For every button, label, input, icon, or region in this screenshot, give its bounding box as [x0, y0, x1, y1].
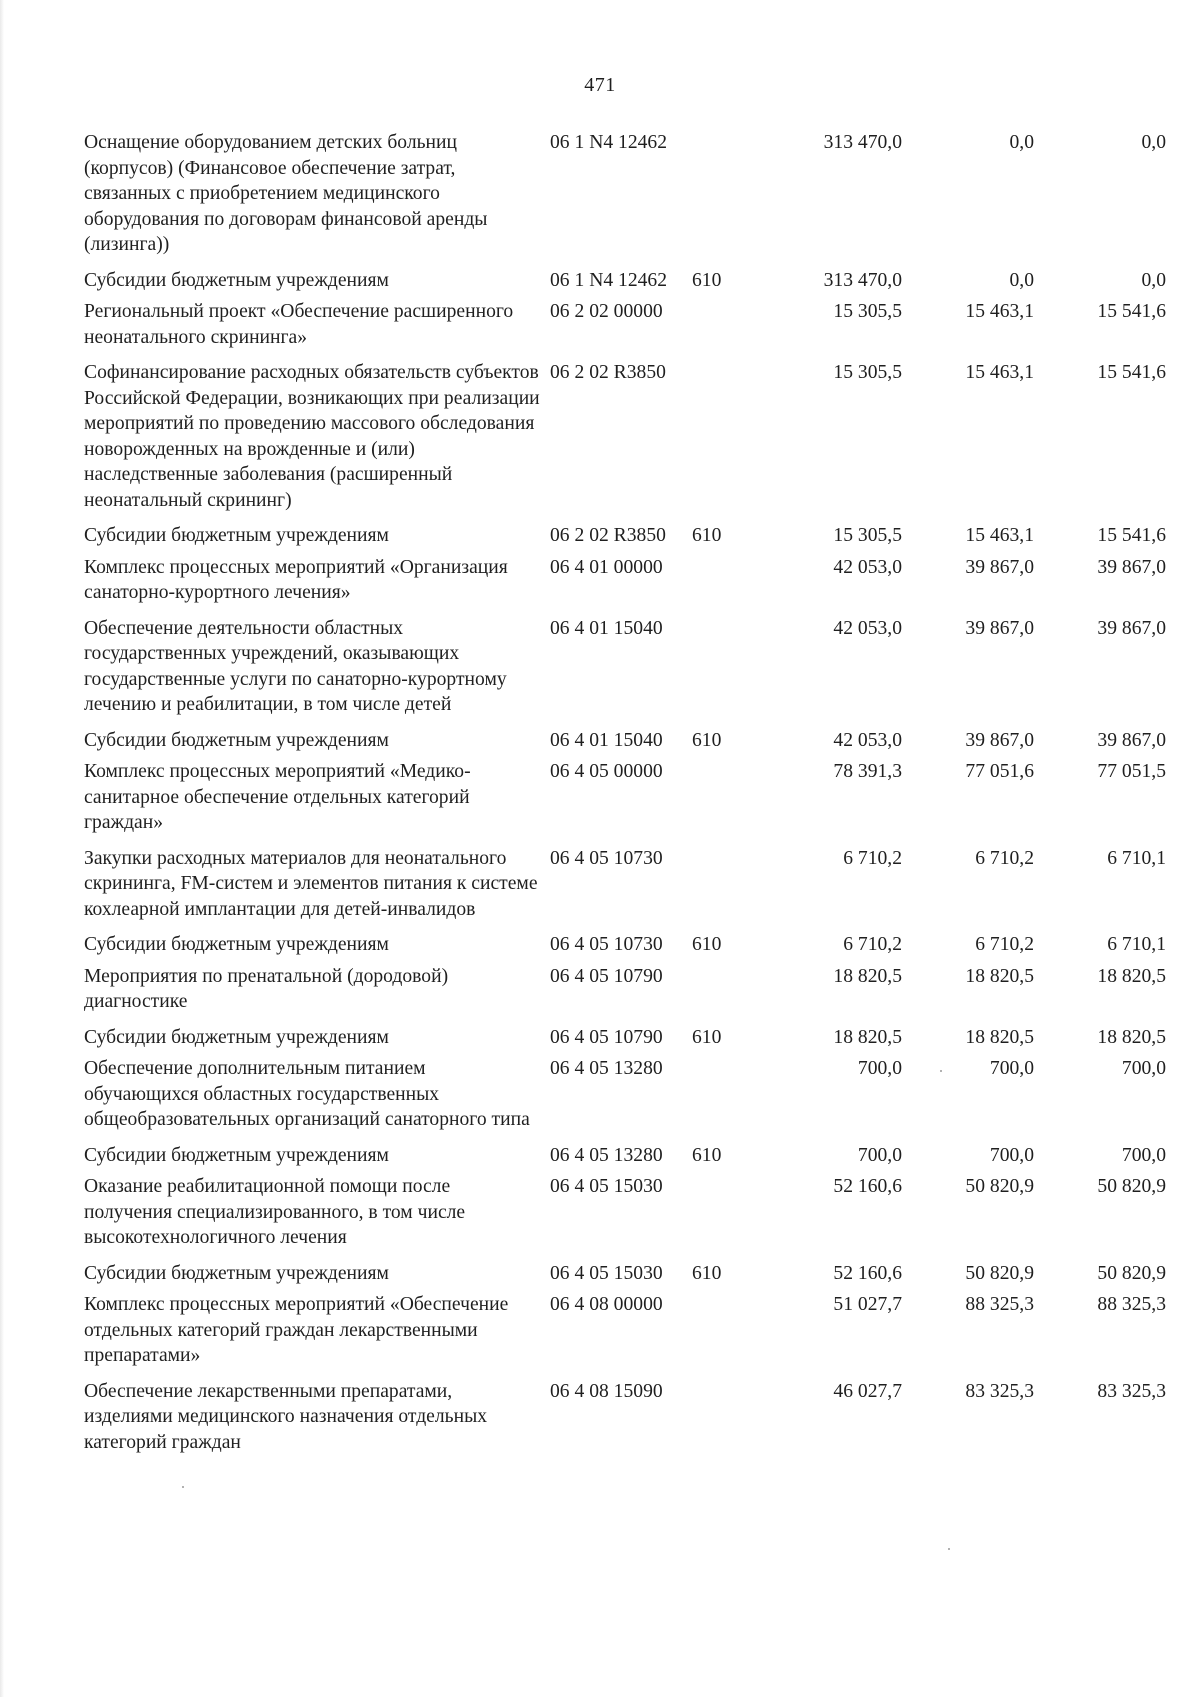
row-code: 06 4 05 10730: [550, 847, 663, 869]
row-code: 06 1 N4 12462: [550, 132, 668, 153]
table-row: [0, 555, 1200, 606]
row-name: Субсидии бюджетным учреждениям: [84, 1262, 389, 1284]
row-value-1: 15 305,5: [833, 525, 902, 546]
row-value-1: 313 470,0: [823, 132, 902, 153]
table-row: [0, 523, 1200, 549]
scan-speck: [182, 1486, 184, 1488]
row-value-2: 18 820,5: [965, 965, 1034, 987]
row-expense-type: 610: [692, 1026, 722, 1048]
row-value-2: 15 463,1: [965, 525, 1034, 546]
row-code: 06 4 05 00000: [550, 761, 663, 782]
row-value-1: 18 820,5: [833, 1026, 902, 1048]
row-value-1: 42 053,0: [833, 556, 902, 578]
row-code: 06 4 08 00000: [550, 1294, 663, 1315]
row-name: Мероприятия по пренатальной (дородовой) диагностике: [84, 965, 449, 1012]
table-row: [0, 268, 1200, 294]
row-value-1: 46 027,7: [833, 1380, 902, 1402]
row-expense-type: 610: [692, 269, 722, 291]
row-code: 06 4 01 15040: [550, 617, 663, 639]
row-value-1: 51 027,7: [833, 1294, 902, 1315]
row-value-2: 50 820,9: [965, 1262, 1034, 1284]
row-code: 06 4 01 00000: [550, 556, 663, 578]
row-name: Субсидии бюджетным учреждениям: [84, 525, 389, 546]
table-row: [0, 1261, 1200, 1287]
row-value-2: 0,0: [1009, 269, 1034, 291]
row-name: Субсидии бюджетным учреждениям: [84, 934, 389, 955]
row-code: 06 4 05 13280: [550, 1058, 663, 1079]
row-name: Обеспечение деятельности областных государственных учреждений, оказывающих государственные услуги по санаторно-курортному лечению и реабилитации, в том числе детей: [84, 617, 507, 715]
row-expense-type: 610: [692, 1262, 722, 1284]
row-name: Обеспечение лекарственными препаратами, изделиями медицинского назначения отдельных категорий граждан: [84, 1380, 488, 1453]
row-value-2: 83 325,3: [965, 1380, 1034, 1402]
row-value-1: 15 305,5: [833, 362, 902, 383]
row-value-2: 15 463,1: [965, 301, 1034, 322]
row-value-3: 50 820,9: [1097, 1262, 1166, 1284]
row-value-1: 78 391,3: [833, 761, 902, 782]
row-value-2: 700,0: [989, 1058, 1034, 1079]
row-value-3: 83 325,3: [1097, 1380, 1166, 1402]
table-row: [0, 616, 1200, 718]
row-value-2: 18 820,5: [965, 1026, 1034, 1048]
row-value-1: 6 710,2: [843, 847, 902, 869]
row-value-3: 88 325,3: [1097, 1294, 1166, 1315]
row-expense-type: 610: [692, 729, 722, 751]
row-code: 06 2 02 00000: [550, 301, 663, 322]
row-value-1: 313 470,0: [823, 269, 902, 291]
row-code: 06 4 05 10730: [550, 934, 663, 955]
row-name: Комплекс процессных мероприятий «Обеспечение отдельных категорий граждан лекарственными препаратами»: [84, 1294, 509, 1366]
row-value-2: 88 325,3: [965, 1294, 1034, 1315]
row-name: Субсидии бюджетным учреждениям: [84, 1144, 389, 1166]
row-value-1: 52 160,6: [833, 1262, 902, 1284]
row-value-1: 15 305,5: [833, 301, 902, 322]
table-row: [0, 1025, 1200, 1051]
table-row: [0, 964, 1200, 1015]
row-value-3: 15 541,6: [1097, 362, 1166, 383]
row-value-2: 0,0: [1009, 132, 1034, 153]
row-name: Оснащение оборудованием детских больниц (корпусов) (Финансовое обеспечение затрат, связанных с приобретением медицинского оборудования по договорам финансовой аренды (лизинга)): [84, 132, 488, 255]
row-value-2: 39 867,0: [965, 729, 1034, 751]
table-row: [0, 130, 1200, 258]
row-value-1: 700,0: [857, 1058, 902, 1079]
row-name: Комплекс процессных мероприятий «Организация санаторно-курортного лечения»: [84, 556, 508, 603]
row-value-2: 50 820,9: [965, 1176, 1034, 1197]
row-value-3: 39 867,0: [1097, 556, 1166, 578]
row-value-1: 700,0: [857, 1144, 902, 1166]
table-row: [0, 759, 1200, 836]
row-code: 06 4 05 15030: [550, 1176, 663, 1197]
row-code: 06 4 08 15090: [550, 1380, 663, 1402]
row-name: Оказание реабилитационной помощи после получения специализированного, в том числе высокотехнологичного лечения: [84, 1176, 466, 1248]
row-value-3: 18 820,5: [1097, 1026, 1166, 1048]
table-row: [0, 1292, 1200, 1369]
row-value-1: 18 820,5: [833, 965, 902, 987]
row-name: Субсидии бюджетным учреждениям: [84, 269, 389, 291]
table-row: [0, 299, 1200, 350]
row-value-3: 77 051,5: [1097, 761, 1166, 782]
row-name: Софинансирование расходных обязательств субъектов Российской Федерации, возникающих при реализации мероприятий по проведению массового обследования новорожденных на врожденные и (или) наследственные заболевания (расширенный неонатальный скрининг): [84, 362, 540, 511]
row-code: 06 4 05 10790: [550, 965, 663, 987]
row-value-3: 18 820,5: [1097, 965, 1166, 987]
row-value-3: 700,0: [1121, 1058, 1166, 1079]
row-code: 06 2 02 R3850: [550, 525, 666, 546]
row-value-3: 0,0: [1141, 132, 1166, 153]
row-value-3: 15 541,6: [1097, 301, 1166, 322]
row-name: Субсидии бюджетным учреждениям: [84, 729, 389, 751]
row-value-1: 42 053,0: [833, 617, 902, 639]
row-name: Региональный проект «Обеспечение расширенного неонатального скрининга»: [84, 301, 514, 348]
row-value-2: 700,0: [989, 1144, 1034, 1166]
table-row: [0, 846, 1200, 923]
scan-speck: [948, 1548, 950, 1550]
row-expense-type: 610: [692, 525, 722, 546]
row-value-1: 42 053,0: [833, 729, 902, 751]
row-name: Комплекс процессных мероприятий «Медико-санитарное обеспечение отдельных категорий граждан»: [84, 761, 471, 833]
table-row: [0, 932, 1200, 958]
row-value-3: 15 541,6: [1097, 525, 1166, 546]
budget-table: [0, 130, 1200, 1465]
row-value-2: 15 463,1: [965, 362, 1034, 383]
table-row: [0, 360, 1200, 513]
row-value-2: 39 867,0: [965, 617, 1034, 639]
row-value-2: 6 710,2: [975, 847, 1034, 869]
table-row: [0, 1143, 1200, 1169]
row-value-3: 0,0: [1141, 269, 1166, 291]
row-expense-type: 610: [692, 1144, 722, 1166]
row-value-1: 52 160,6: [833, 1176, 902, 1197]
row-value-2: 6 710,2: [975, 934, 1034, 955]
row-code: 06 4 05 15030: [550, 1262, 663, 1284]
row-value-3: 39 867,0: [1097, 729, 1166, 751]
table-row: [0, 1379, 1200, 1456]
row-value-3: 39 867,0: [1097, 617, 1166, 639]
row-expense-type: 610: [692, 934, 722, 955]
row-value-1: 6 710,2: [843, 934, 902, 955]
table-row: [0, 728, 1200, 754]
row-value-3: 6 710,1: [1107, 847, 1166, 869]
row-value-2: 77 051,6: [965, 761, 1034, 782]
row-code: 06 4 05 13280: [550, 1144, 663, 1166]
row-code: 06 2 02 R3850: [550, 362, 666, 383]
scan-speck: [940, 1070, 942, 1072]
row-value-3: 6 710,1: [1107, 934, 1166, 955]
page-number: 471: [584, 74, 616, 96]
row-name: Субсидии бюджетным учреждениям: [84, 1026, 389, 1048]
row-code: 06 1 N4 12462: [550, 269, 668, 291]
row-value-3: 50 820,9: [1097, 1176, 1166, 1197]
row-code: 06 4 05 10790: [550, 1026, 663, 1048]
table-row: [0, 1174, 1200, 1251]
row-value-3: 700,0: [1121, 1144, 1166, 1166]
row-code: 06 4 01 15040: [550, 729, 663, 751]
row-name: Обеспечение дополнительным питанием обучающихся областных государственных общеобразовательных организаций санаторного типа: [84, 1058, 530, 1130]
table-row: [0, 1056, 1200, 1133]
row-value-2: 39 867,0: [965, 556, 1034, 578]
row-name: Закупки расходных материалов для неонатального скрининга, FM-систем и элементов питания к системе кохлеарной имплантации для детей-инвалидов: [84, 847, 538, 920]
